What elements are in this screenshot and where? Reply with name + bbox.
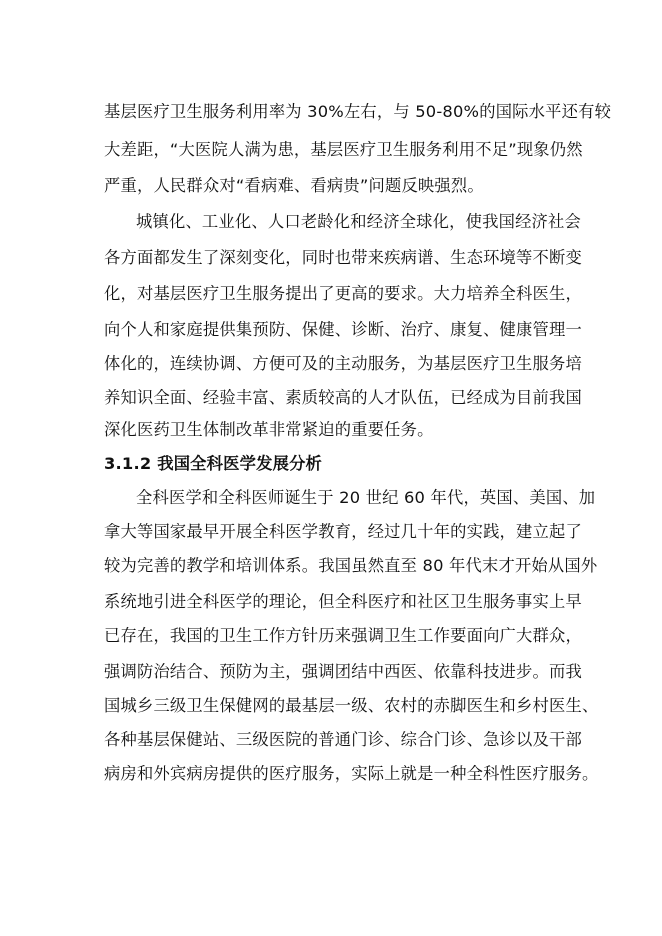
paragraph2-line-7: 深化医药卫生体制改革非常紧迫的重要任务。	[104, 420, 434, 439]
paragraph3-line-9: 病房和外宾病房提供的医疗服务，实际上就是一种全科性医疗服务。	[104, 764, 599, 783]
paragraph2-line-4: 向个人和家庭提供集预防、保健、诊断、治疗、康复、健康管理一	[104, 320, 582, 339]
paragraph1-line-2: 大差距，“大医院人满为患，基层医疗卫生服务利用不足”现象仍然	[104, 140, 583, 159]
paragraph2-line-1: 城镇化、工业化、人口老龄化和经济全球化，使我国经济社会	[136, 212, 581, 231]
section-heading: 3.1.2 我国全科医学发展分析	[104, 454, 323, 473]
paragraph1-line-3: 严重，人民群众对“看病难、看病贵”问题反映强烈。	[104, 176, 484, 195]
paragraph1-line-1: 基层医疗卫生服务利用率为 30%左右，与 50-80%的国际水平还有较	[104, 102, 612, 121]
paragraph2-line-2: 各方面都发生了深刻变化，同时也带来疾病谱、生态环境等不断变	[104, 248, 582, 267]
paragraph2-line-6: 养知识全面、经验丰富、素质较高的人才队伍，已经成为目前我国	[104, 388, 582, 407]
paragraph3-line-7: 国城乡三级卫生保健网的最基层一级、农村的赤脚医生和乡村医生、	[104, 696, 599, 715]
paragraph3-line-6: 强调防治结合、预防为主，强调团结中西医、依靠科技进步。而我	[104, 662, 582, 681]
paragraph2-line-3: 化，对基层医疗卫生服务提出了更高的要求。大力培养全科医生，	[104, 284, 582, 303]
paragraph2-line-5: 体化的，连续协调、方便可及的主动服务，为基层医疗卫生服务培	[104, 354, 582, 373]
paragraph3-line-5: 已存在，我国的卫生工作方针历来强调卫生工作要面向广大群众，	[104, 626, 582, 645]
paragraph3-line-8: 各种基层保健站、三级医院的普通门诊、综合门诊、急诊以及干部	[104, 730, 582, 749]
paragraph3-line-4: 系统地引进全科医学的理论，但全科医疗和社区卫生服务事实上早	[104, 592, 582, 611]
paragraph3-line-2: 拿大等国家最早开展全科医学教育，经过几十年的实践，建立起了	[104, 522, 582, 541]
paragraph3-line-1: 全科医学和全科医师诞生于 20 世纪 60 年代，英国、美国、加	[136, 488, 596, 507]
paragraph3-line-3: 较为完善的教学和培训体系。我国虽然直至 80 年代末才开始从国外	[104, 556, 598, 575]
